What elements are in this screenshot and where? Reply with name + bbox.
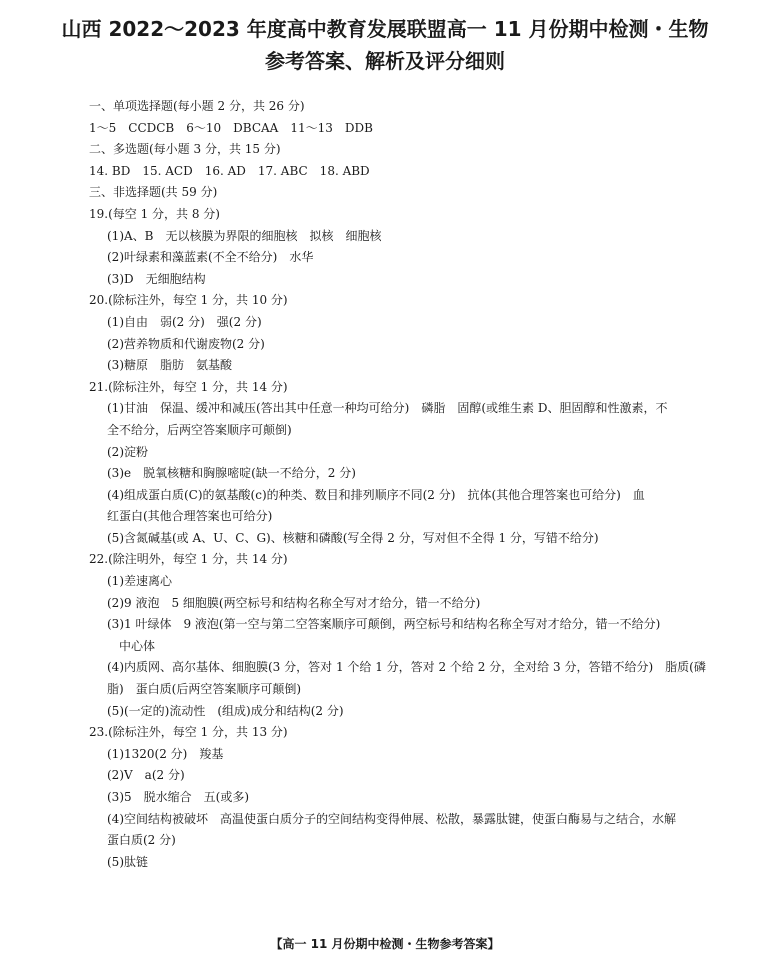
page-footer: 【高一 11 月份期中检测・生物参考答案】 <box>270 937 500 951</box>
answer-line: 19.(每空 1 分，共 8 分) <box>89 206 220 221</box>
answer-line: (3)D 无细胞结构 <box>107 271 206 286</box>
answer-line: (3)5 脱水缩合 五(或多) <box>107 790 249 804</box>
page-title: 山西 2022～2023 年度高中教育发展联盟高一 11 月份期中检测・生物 <box>61 17 709 41</box>
answer-line: 23.(除标注外，每空 1 分，共 13 分) <box>89 725 288 740</box>
answer-line: (3)e 脱氧核糖和胸腺嘧啶(缺一不给分，2 分) <box>107 466 356 481</box>
answer-line: 21.(除标注外，每空 1 分，共 14 分) <box>89 379 288 394</box>
answer-line: (1)1320(2 分) 羧基 <box>107 746 224 761</box>
page-subtitle: 参考答案、解析及评分细则 <box>265 49 505 73</box>
answer-line: 20.(除标注外，每空 1 分，共 10 分) <box>89 293 288 308</box>
answer-line: 二、多选题(每小题 3 分，共 15 分) <box>89 142 281 157</box>
answer-line: 红蛋白(其他合理答案也可给分) <box>107 509 273 524</box>
answer-line: 脂) 蛋白质(后两空答案顺序可颠倒) <box>107 682 302 697</box>
answer-line: (1)差速离心 <box>107 574 172 589</box>
answer-line: 22.(除注明外，每空 1 分，共 14 分) <box>89 552 288 567</box>
answer-body <box>89 96 724 873</box>
answer-line: 14. BD 15. ACD 16. AD 17. ABC 18. ABD <box>89 163 370 178</box>
answer-line: (1)A、B 无以核膜为界限的细胞核 拟核 细胞核 <box>107 228 382 243</box>
answer-line: 中心体 <box>119 638 156 653</box>
answer-line: (3)糖原 脂肪 氨基酸 <box>107 358 232 373</box>
answer-line: (2)叶绿素和藻蓝素(不全不给分) 水华 <box>107 250 314 265</box>
answer-line: (2)营养物质和代谢废物(2 分) <box>107 336 265 351</box>
answer-line: (5)(一定的)流动性 (组成)成分和结构(2 分) <box>107 703 344 718</box>
answer-line: (5)含氮碱基(或 A、U、C、G)、核糖和磷酸(写全得 2 分，写对但不全得 1 分，写错不给分) <box>107 530 599 545</box>
answer-line: (2)淀粉 <box>107 444 148 459</box>
answer-line: 1～5 CCDCB 6～10 DBCAA 11～13 DDB <box>89 120 373 135</box>
answer-line: 蛋白质(2 分) <box>107 833 176 848</box>
answer-line: (1)甘油 保温、缓冲和减压(答出其中任意一种均可给分) 磷脂 固醇(或维生素 D、胆固醇和性激素，不 <box>107 401 668 416</box>
answer-line: (2)9 液泡 5 细胞膜(两空标号和结构名称全写对才给分，错一不给分) <box>107 595 481 610</box>
answer-line: (1)自由 弱(2 分) 强(2 分) <box>107 314 262 329</box>
answer-line: (4)空间结构被破坏 高温使蛋白质分子的空间结构变得伸展、松散，暴露肽键，使蛋白酶易与之结合，水解 <box>107 811 677 826</box>
answer-line: (4)组成蛋白质(C)的氨基酸(c)的种类、数目和排列顺序不同(2 分) 抗体(其他合理答案也可给分) 血 <box>107 487 645 502</box>
answer-line: (4)内质网、高尔基体、细胞膜(3 分，答对 1 个给 1 分，答对 2 个给 2 分，全对给 3 分，答错不给分) 脂质(磷 <box>107 660 706 675</box>
answer-line: 全不给分，后两空答案顺序可颠倒) <box>107 422 292 437</box>
answer-line: (5)肽链 <box>107 854 148 869</box>
answer-line: (2)V a(2 分) <box>107 768 185 783</box>
answer-line: (3)1 叶绿体 9 液泡(第一空与第二空答案顺序可颠倒，两空标号和结构名称全写对才给分，错一不给分) <box>107 617 661 632</box>
answer-line: 一、单项选择题(每小题 2 分，共 26 分) <box>89 99 305 113</box>
answer-line: 三、非选择题(共 59 分) <box>89 185 218 200</box>
